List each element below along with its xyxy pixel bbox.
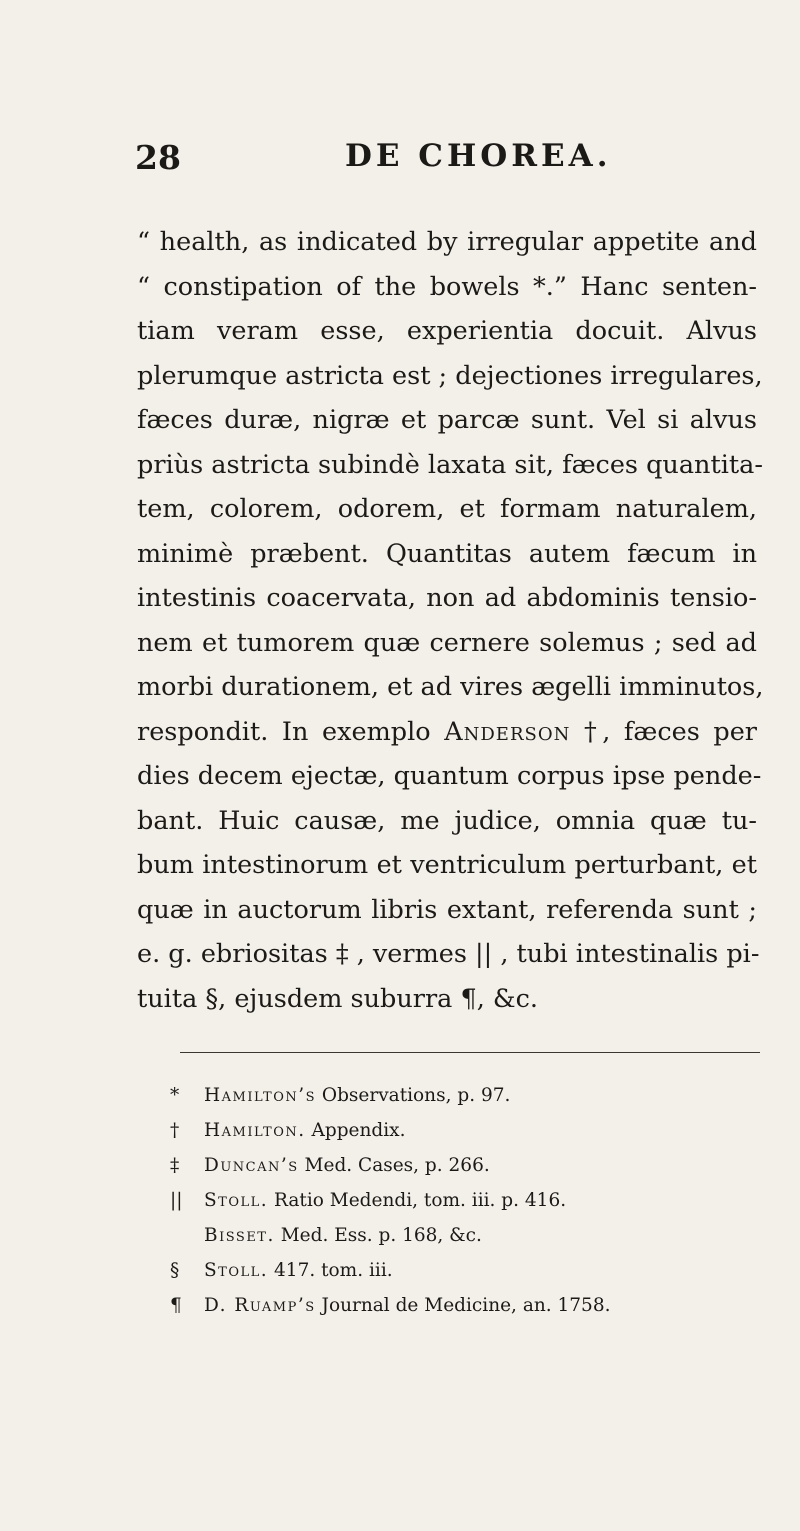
footnote-text: Ratio Medendi, tom. iii. p. 416. xyxy=(268,1190,567,1211)
body-line: dies decem ejectæ, quantum corpus ipse pende- xyxy=(137,761,762,791)
footnote xyxy=(170,1253,770,1288)
body-line: plerumque astricta est ; dejectiones irregulares, xyxy=(137,360,763,391)
footnote-author: Stoll. xyxy=(204,1190,269,1211)
body-line: morbi durationem, et ad vires ægelli imminutos, xyxy=(137,672,764,702)
footnote-author: Hamilton’s xyxy=(204,1085,317,1106)
running-head xyxy=(0,138,800,198)
footnote-author: Bisset. xyxy=(204,1225,275,1246)
footnotes xyxy=(170,1078,770,1323)
footnote-text: Appendix. xyxy=(305,1120,406,1141)
body-line: tem, colorem, odorem, et formam naturalem, xyxy=(137,494,757,524)
body-line-with-name xyxy=(137,710,757,755)
footnote xyxy=(170,1113,770,1148)
footnote-continuation xyxy=(170,1218,770,1253)
body-line: quæ in auctorum libris extant, referenda sunt ; xyxy=(137,894,757,925)
footnote xyxy=(170,1288,770,1323)
footnote-text: Journal de Medicine, an. 1758. xyxy=(315,1295,611,1316)
footnote-author: Hamilton. xyxy=(204,1120,306,1141)
footnote-text: Med. Ess. p. 168, &c. xyxy=(274,1225,482,1246)
body-line-start: respondit. In exemplo xyxy=(137,716,431,747)
footnote-divider xyxy=(180,1052,760,1053)
footnote-mark: * xyxy=(170,1085,180,1106)
author-name: Anderson xyxy=(444,716,571,747)
footnote xyxy=(170,1078,770,1113)
running-title: DE CHOREA. xyxy=(345,138,612,174)
body-line: e. g. ebriositas ‡ , vermes || , tubi intestinalis pi- xyxy=(137,939,760,969)
footnote-author: Duncan’s xyxy=(204,1155,299,1176)
body-line-end: †, fæces per xyxy=(570,716,757,747)
body-line: fæces duræ, nigræ et parcæ sunt. Vel si alvus xyxy=(137,405,757,435)
footnote-text: Med. Cases, p. 266. xyxy=(298,1155,490,1176)
body-line: minimè præbent. Quantitas autem fæcum in xyxy=(137,538,757,569)
footnote-mark: † xyxy=(170,1120,180,1141)
body-line: nem et tumorem quæ cernere solemus ; sed ad xyxy=(137,627,757,658)
body-line: tuita §, ejusdem suburra ¶, &c. xyxy=(137,983,539,1014)
body-line: intestinis coacervata, non ad abdominis tensio- xyxy=(137,583,757,613)
footnote xyxy=(170,1148,770,1183)
body-line: bant. Huic causæ, me judice, omnia quæ tu- xyxy=(137,805,757,836)
footnote-mark: § xyxy=(170,1260,180,1281)
body-text xyxy=(137,220,764,1021)
body-line: priùs astricta subindè laxata sit, fæces quantita- xyxy=(137,449,763,480)
footnote xyxy=(170,1183,770,1218)
footnote-mark: ‡ xyxy=(170,1155,180,1176)
footnote-text: Observations, p. 97. xyxy=(316,1085,511,1106)
body-line: “ constipation of the bowels *.” Hanc senten- xyxy=(137,271,757,302)
footnote-author: Stoll. xyxy=(204,1260,269,1281)
footnote-mark: || xyxy=(170,1190,183,1211)
footnote-text: 417. tom. iii. xyxy=(268,1260,393,1281)
body-line: tiam veram esse, experientia docuit. Alvus xyxy=(137,316,757,346)
page-number: 28 xyxy=(135,138,181,177)
footnote-mark: ¶ xyxy=(170,1295,182,1316)
footnote-author: D. Ruamp’s xyxy=(204,1295,316,1316)
body-line: bum intestinorum et ventriculum perturbant, et xyxy=(137,850,757,880)
body-line: “ health, as indicated by irregular appetite and xyxy=(137,227,757,257)
